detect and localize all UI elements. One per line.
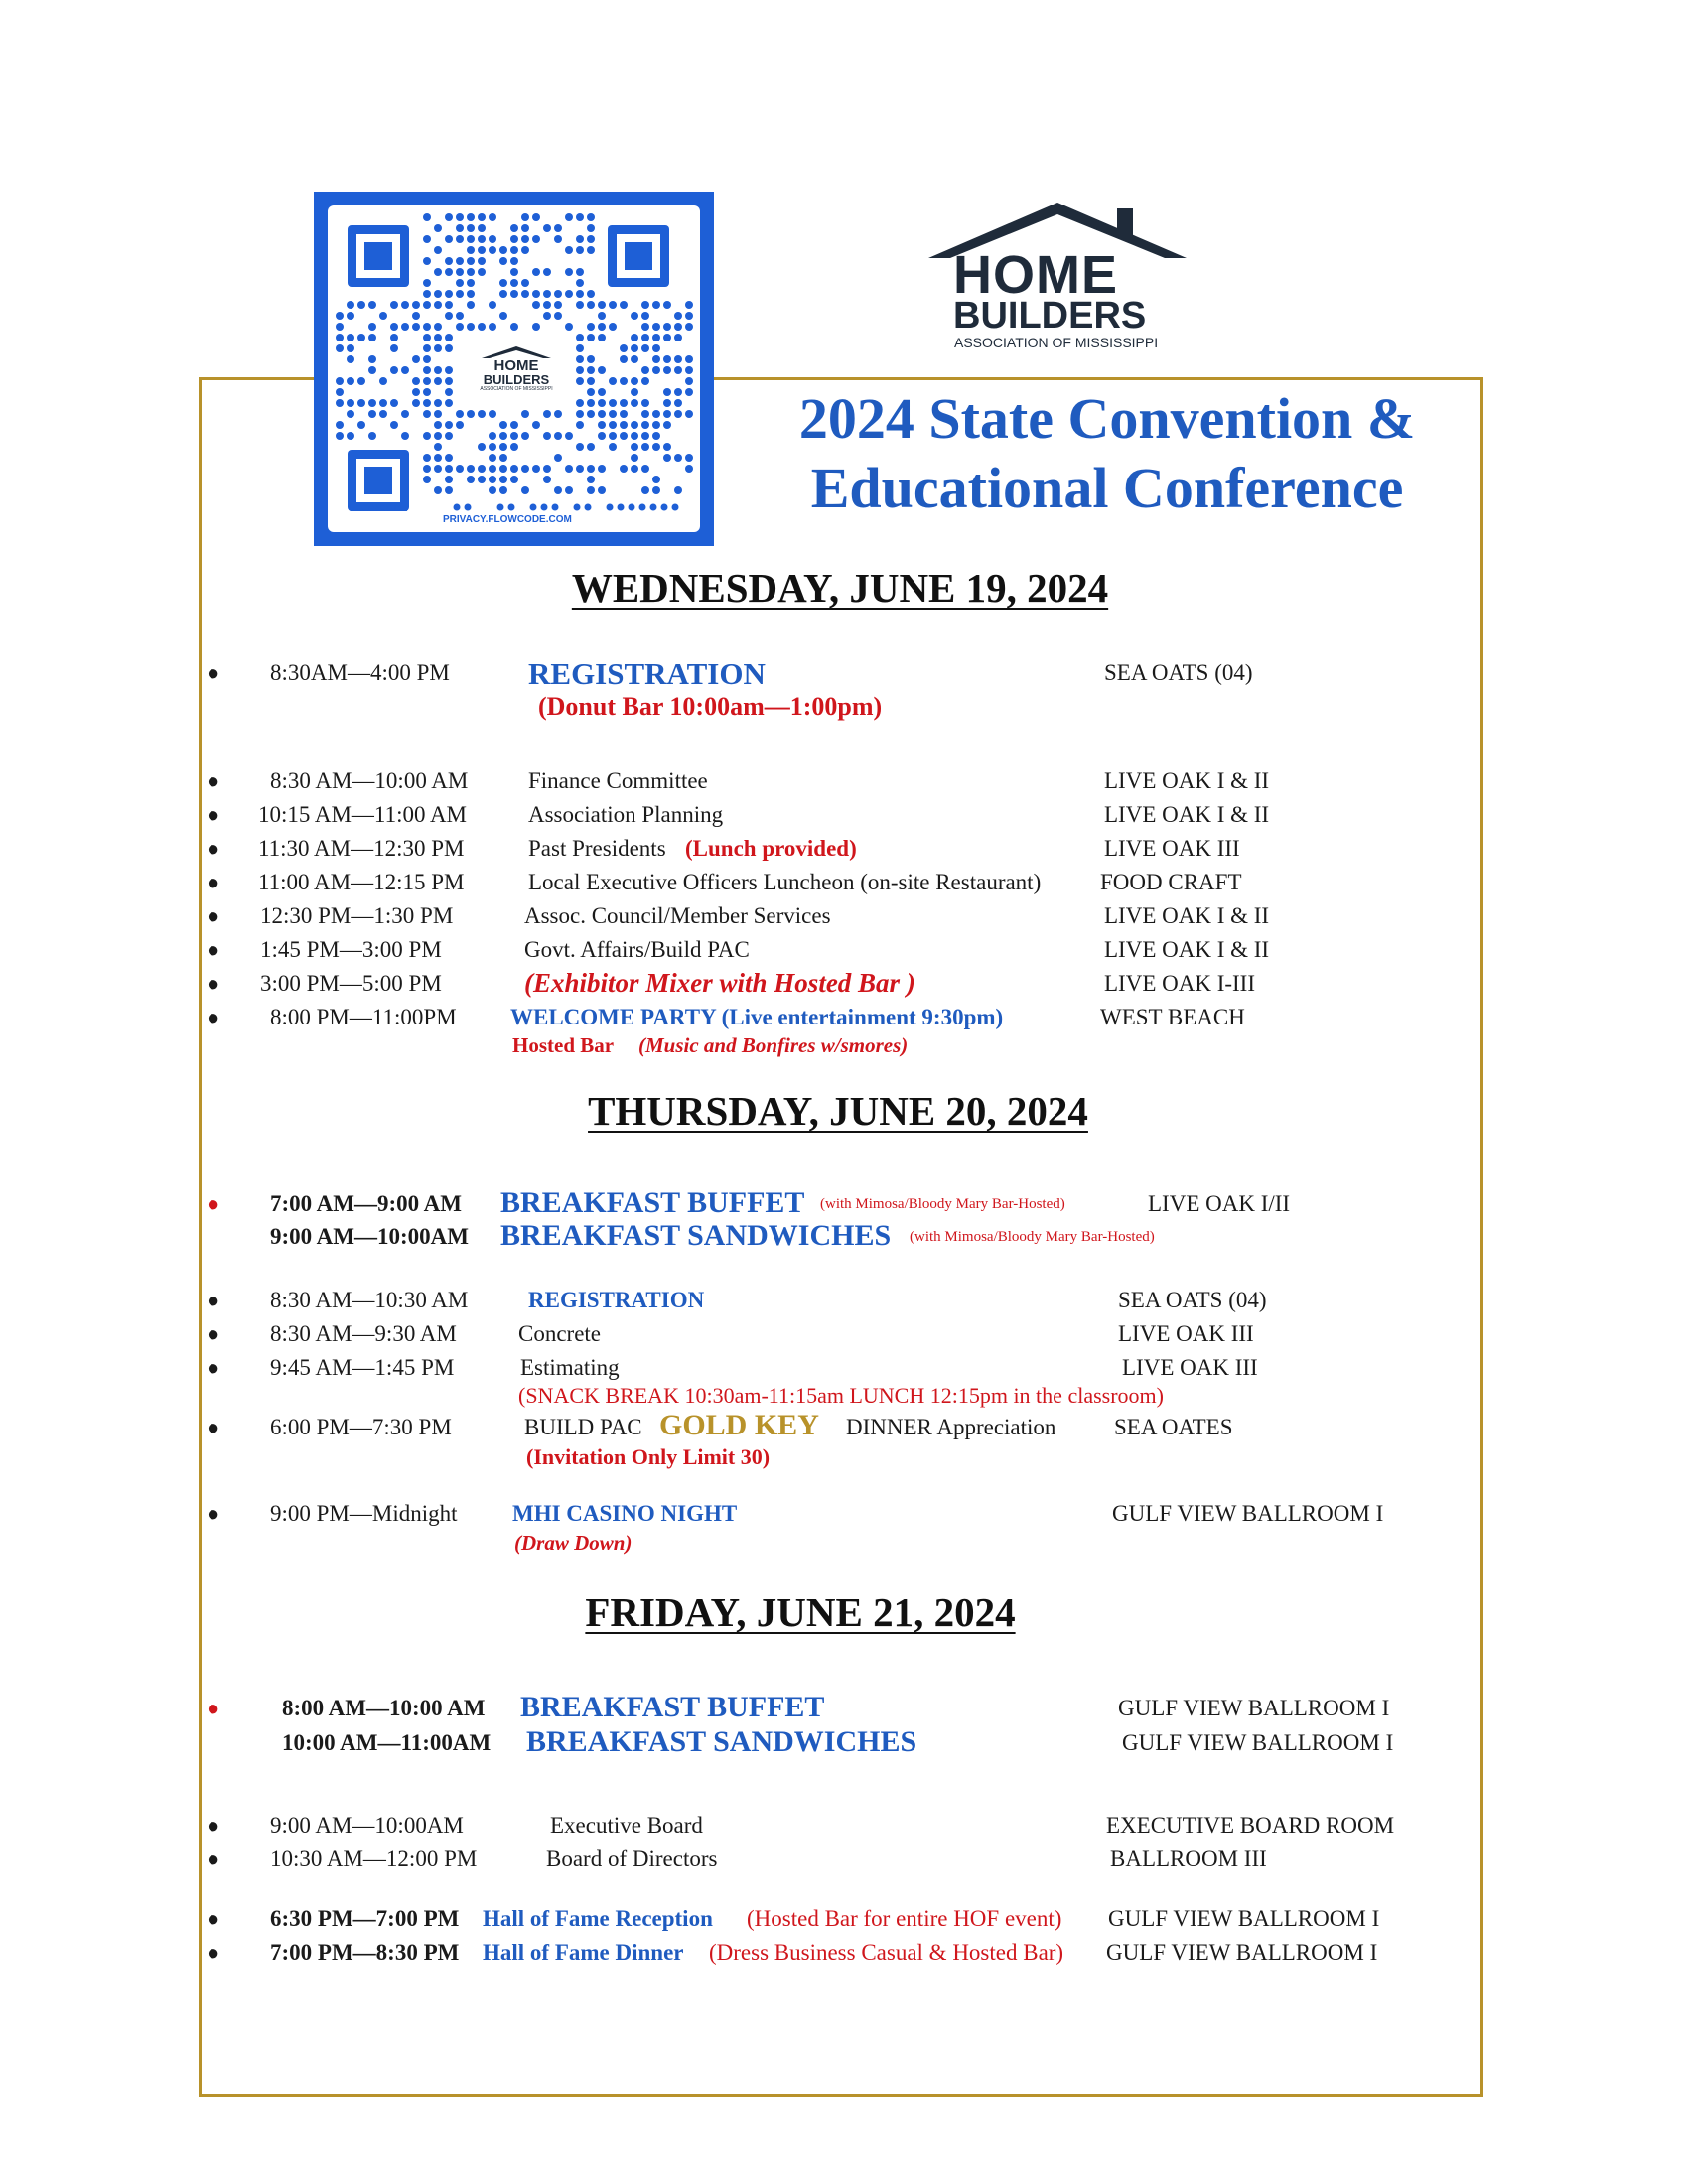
location: GULF VIEW BALLROOM I xyxy=(1118,1696,1390,1720)
thursday-heading xyxy=(0,1087,1688,1135)
event: Finance Committee xyxy=(528,768,708,793)
bullet: ● xyxy=(207,903,220,928)
location: SEA OATS (04) xyxy=(1118,1288,1267,1312)
event-title: REGISTRATION xyxy=(528,656,766,691)
wednesday-heading xyxy=(0,564,1688,612)
bullet: ● xyxy=(207,870,220,894)
friday-heading xyxy=(0,1588,1688,1636)
event: (Exhibitor Mixer with Hosted Bar ) xyxy=(524,968,915,998)
time: 3:00 PM—5:00 PM xyxy=(260,971,442,996)
time: 9:00 AM—10:00AM xyxy=(270,1813,464,1838)
bullet: ● xyxy=(207,1288,220,1312)
time: 11:30 AM—12:30 PM xyxy=(258,836,465,861)
location: WEST BEACH xyxy=(1100,1005,1245,1029)
bullet: ● xyxy=(207,802,220,827)
time: 8:00 AM—10:00 AM xyxy=(282,1696,486,1720)
bullet: ● xyxy=(207,1813,220,1838)
thu-goldkey-row xyxy=(0,1409,1688,1448)
time: 9:00 AM—10:00AM xyxy=(270,1224,469,1249)
fri-breakfast-buffet-row xyxy=(0,1691,1688,1729)
fri-board-directors-row xyxy=(0,1846,1688,1880)
location: GULF VIEW BALLROOM I xyxy=(1106,1940,1378,1965)
event-note: (Hosted Bar for entire HOF event) xyxy=(747,1906,1062,1931)
bullet: ● xyxy=(207,1005,220,1029)
bullet: ● xyxy=(207,1191,220,1216)
time: 9:45 AM—1:45 PM xyxy=(270,1355,455,1380)
bullet: ● xyxy=(207,1415,220,1439)
bullet: ● xyxy=(207,937,220,962)
thursday-heading-text: THURSDAY, JUNE 20, 2024 xyxy=(588,1088,1088,1134)
wed-schedule-row xyxy=(0,937,1688,971)
location: LIVE OAK I & II xyxy=(1104,768,1270,793)
bullet: ● xyxy=(207,768,220,793)
bullet: ● xyxy=(207,1501,220,1526)
time: 8:30 AM—9:30 AM xyxy=(270,1321,457,1346)
location: LIVE OAK I-III xyxy=(1104,971,1255,996)
location: SEA OATES xyxy=(1114,1415,1233,1439)
thu-casino-note-row xyxy=(0,1531,1688,1565)
event-note: (Invitation Only Limit 30) xyxy=(526,1444,771,1469)
time: 8:00 PM—11:00PM xyxy=(270,1005,457,1029)
bullet: ● xyxy=(207,1906,220,1931)
location: LIVE OAK I & II xyxy=(1104,802,1270,827)
bullet: ● xyxy=(207,1846,220,1871)
event: Board of Directors xyxy=(546,1846,718,1871)
thu-concrete-row xyxy=(0,1321,1688,1355)
qr-code[interactable] xyxy=(314,192,714,546)
bullet: ● xyxy=(207,660,220,685)
event: Govt. Affairs/Build PAC xyxy=(524,937,750,962)
event-note-bold: Hosted Bar xyxy=(512,1033,615,1057)
page-title xyxy=(735,384,1479,523)
title-line2: Educational Conference xyxy=(810,456,1404,520)
qr-code-body xyxy=(328,205,700,532)
event-post: DINNER Appreciation xyxy=(846,1415,1056,1439)
wed-schedule-row xyxy=(0,870,1688,903)
wed-registration-note-row xyxy=(0,692,1688,726)
event-title: Hall of Fame Dinner xyxy=(483,1940,684,1965)
location: GULF VIEW BALLROOM I xyxy=(1122,1730,1394,1755)
event-note: (with Mimosa/Bloody Mary Bar-Hosted) xyxy=(820,1196,1065,1212)
time: 6:30 PM—7:00 PM xyxy=(270,1906,460,1931)
event: Executive Board xyxy=(550,1813,703,1838)
location: LIVE OAK I/II xyxy=(1148,1191,1291,1216)
bullet: ● xyxy=(207,1355,220,1380)
event: Association Planning xyxy=(528,802,724,827)
thu-casino-row xyxy=(0,1501,1688,1535)
time: 6:00 PM—7:30 PM xyxy=(270,1415,452,1439)
location: LIVE OAK I & II xyxy=(1104,903,1270,928)
wednesday-heading-text: WEDNESDAY, JUNE 19, 2024 xyxy=(571,565,1109,611)
time: 11:00 AM—12:15 PM xyxy=(258,870,465,894)
event-pre: BUILD PAC xyxy=(524,1415,642,1439)
location: LIVE OAK III xyxy=(1104,836,1240,861)
wed-schedule-row xyxy=(0,968,1688,1005)
event-note: (Dress Business Casual & Hosted Bar) xyxy=(709,1940,1064,1965)
event-note: (Donut Bar 10:00am—1:00pm) xyxy=(538,692,883,721)
event-title: Hall of Fame Reception xyxy=(483,1906,713,1931)
event-title: BREAKFAST BUFFET xyxy=(520,1691,825,1723)
event: Past Presidents xyxy=(528,836,666,861)
time: 1:45 PM—3:00 PM xyxy=(260,937,442,962)
bullet: ● xyxy=(207,1696,220,1720)
logo-association: ASSOCIATION OF MISSISSIPPI xyxy=(954,335,1159,350)
fri-hof-reception-row xyxy=(0,1906,1688,1940)
wed-schedule-row xyxy=(0,903,1688,937)
qr-logo-line2: BUILDERS xyxy=(483,372,550,387)
time: 10:15 AM—11:00 AM xyxy=(258,802,468,827)
location: GULF VIEW BALLROOM I xyxy=(1112,1501,1384,1526)
fri-exec-board-row xyxy=(0,1813,1688,1846)
qr-privacy-label: PRIVACY.FLOWCODE.COM xyxy=(443,514,572,525)
bullet: ● xyxy=(207,1321,220,1346)
event-note: (Draw Down) xyxy=(514,1531,633,1555)
wed-schedule-row xyxy=(0,768,1688,802)
fri-hof-dinner-row xyxy=(0,1940,1688,1974)
event-title: WELCOME PARTY (Live entertainment 9:30pm) xyxy=(510,1005,1004,1029)
event-title: MHI CASINO NIGHT xyxy=(512,1501,738,1526)
location: LIVE OAK I & II xyxy=(1104,937,1270,962)
time: 7:00 PM—8:30 PM xyxy=(270,1940,460,1965)
event-note: (SNACK BREAK 10:30am-11:15am LUNCH 12:15pm in the classroom) xyxy=(518,1383,1164,1408)
qr-center-logo xyxy=(467,344,566,402)
time: 12:30 PM—1:30 PM xyxy=(260,903,454,928)
time: 10:00 AM—11:00AM xyxy=(282,1730,492,1755)
qr-logo-line3: ASSOCIATION OF MISSISSIPPI xyxy=(480,386,553,392)
bullet: ● xyxy=(207,1940,220,1965)
thu-goldkey-note-row xyxy=(0,1444,1688,1478)
location: FOOD CRAFT xyxy=(1100,870,1242,894)
event-note-italic: (Music and Bonfires w/smores) xyxy=(638,1033,909,1057)
event: Concrete xyxy=(518,1321,602,1346)
event: Local Executive Officers Luncheon (on-site Restaurant) xyxy=(528,870,1042,894)
event-note: (Lunch provided) xyxy=(685,836,857,861)
time: 10:30 AM—12:00 PM xyxy=(270,1846,478,1871)
wed-registration-row xyxy=(0,656,1688,694)
time: 8:30AM—4:00 PM xyxy=(270,660,450,685)
event-title: BREAKFAST SANDWICHES xyxy=(500,1219,892,1252)
event-title: BREAKFAST SANDWICHES xyxy=(526,1725,917,1758)
time: 8:30 AM—10:30 AM xyxy=(270,1288,469,1312)
qr-flowcode-label: FLOWCODE xyxy=(350,503,408,514)
title-line1: 2024 State Convention & xyxy=(798,386,1416,451)
hba-logo xyxy=(928,201,1187,359)
location: EXECUTIVE BOARD ROOM xyxy=(1106,1813,1395,1838)
location: SEA OATS (04) xyxy=(1104,660,1253,685)
time: 8:30 AM—10:00 AM xyxy=(270,768,469,793)
fri-breakfast-sandwich-row xyxy=(0,1725,1688,1764)
bullet: ● xyxy=(207,971,220,996)
event-title: BREAKFAST BUFFET xyxy=(500,1186,805,1219)
wed-schedule-row xyxy=(0,836,1688,870)
gold-key-text: GOLD KEY xyxy=(659,1409,819,1441)
qr-logo-line1: HOME xyxy=(493,357,539,374)
bullet: ● xyxy=(207,836,220,861)
wed-schedule-row xyxy=(0,802,1688,836)
time: 9:00 PM—Midnight xyxy=(270,1501,458,1526)
event-title: REGISTRATION xyxy=(528,1288,705,1312)
wed-welcome-note-row xyxy=(0,1033,1688,1067)
thu-breakfast-sandwich-row xyxy=(0,1219,1688,1258)
event: Estimating xyxy=(520,1355,620,1380)
logo-home: HOME xyxy=(953,245,1118,305)
thu-registration-row xyxy=(0,1288,1688,1321)
location: BALLROOM III xyxy=(1110,1846,1267,1871)
logo-builders: BUILDERS xyxy=(953,295,1147,337)
event: Assoc. Council/Member Services xyxy=(524,903,831,928)
friday-heading-text: FRIDAY, JUNE 21, 2024 xyxy=(585,1589,1016,1635)
location: GULF VIEW BALLROOM I xyxy=(1108,1906,1380,1931)
thu-estimating-note-row xyxy=(0,1383,1688,1417)
event-note: (with Mimosa/Bloody Mary Bar-Hosted) xyxy=(910,1229,1155,1245)
time: 7:00 AM—9:00 AM xyxy=(270,1191,462,1216)
location: LIVE OAK III xyxy=(1118,1321,1254,1346)
location: LIVE OAK III xyxy=(1122,1355,1258,1380)
